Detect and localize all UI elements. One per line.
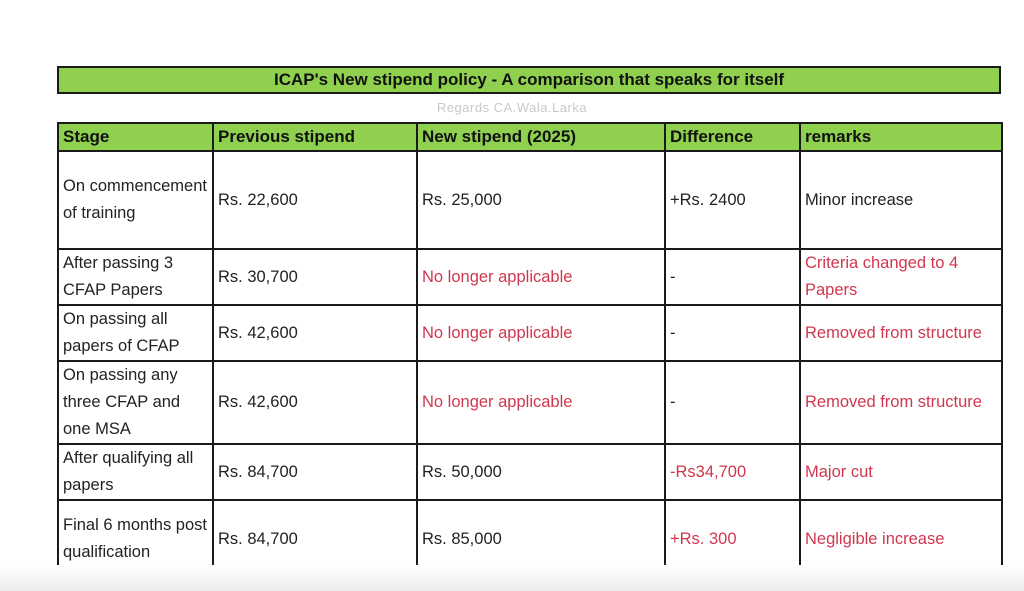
remarks-cell: Major cut: [800, 444, 1002, 500]
table-row: [58, 305, 1002, 361]
stage-cell: After passing 3 CFAP Papers: [58, 249, 213, 305]
remarks-cell: Minor increase: [800, 151, 1002, 249]
difference-cell: +Rs. 2400: [665, 151, 800, 249]
previous-stipend-cell: Rs. 42,600: [213, 305, 417, 361]
difference-cell: -: [665, 361, 800, 444]
header-stage: Stage: [58, 123, 213, 151]
header-previous-stipend: Previous stipend: [213, 123, 417, 151]
stipend-comparison-table: [57, 122, 1003, 579]
new-stipend-cell: No longer applicable: [417, 361, 665, 444]
header-new-stipend: New stipend (2025): [417, 123, 665, 151]
new-stipend-cell: Rs. 25,000: [417, 151, 665, 249]
table-title: ICAP's New stipend policy - A comparison that speaks for itself: [57, 66, 1001, 94]
previous-stipend-cell: Rs. 84,700: [213, 444, 417, 500]
table-row: [58, 249, 1002, 305]
previous-stipend-cell: Rs. 84,700: [213, 500, 417, 578]
header-row: [58, 123, 1002, 151]
stage-cell: After qualifying all papers: [58, 444, 213, 500]
remarks-cell: Criteria changed to 4 Papers: [800, 249, 1002, 305]
table-row: [58, 444, 1002, 500]
header-remarks: remarks: [800, 123, 1002, 151]
remarks-cell: Negligible increase: [800, 500, 1002, 578]
bottom-fade: [0, 565, 1024, 591]
new-stipend-cell: Rs. 85,000: [417, 500, 665, 578]
previous-stipend-cell: Rs. 22,600: [213, 151, 417, 249]
header-difference: Difference: [665, 123, 800, 151]
new-stipend-cell: No longer applicable: [417, 305, 665, 361]
previous-stipend-cell: Rs. 42,600: [213, 361, 417, 444]
new-stipend-cell: Rs. 50,000: [417, 444, 665, 500]
watermark: Regards CA.Wala.Larka: [436, 100, 588, 115]
remarks-cell: Removed from structure: [800, 361, 1002, 444]
table-row: [58, 361, 1002, 444]
remarks-cell: Removed from structure: [800, 305, 1002, 361]
new-stipend-cell: No longer applicable: [417, 249, 665, 305]
stage-cell: Final 6 months post qualification: [58, 500, 213, 578]
table-row: [58, 151, 1002, 249]
stage-cell: On commencement of training: [58, 151, 213, 249]
stage-cell: On passing all papers of CFAP: [58, 305, 213, 361]
previous-stipend-cell: Rs. 30,700: [213, 249, 417, 305]
stage-cell: On passing any three CFAP and one MSA: [58, 361, 213, 444]
difference-cell: -: [665, 249, 800, 305]
difference-cell: -Rs34,700: [665, 444, 800, 500]
difference-cell: +Rs. 300: [665, 500, 800, 578]
difference-cell: -: [665, 305, 800, 361]
